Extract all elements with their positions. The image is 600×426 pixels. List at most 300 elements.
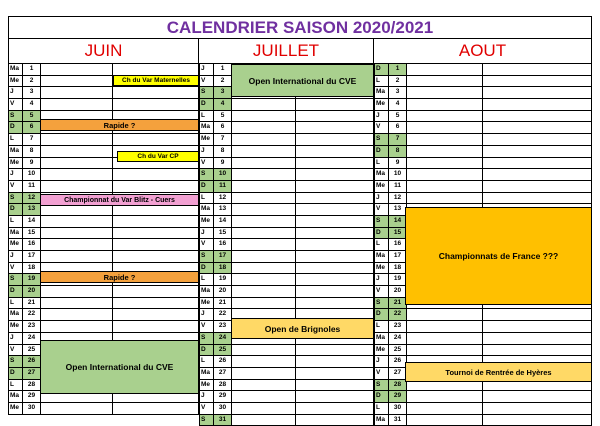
event-cell [407, 309, 483, 320]
event-cell [407, 99, 483, 110]
day-of-week: V [200, 403, 214, 414]
day-number: 20 [389, 286, 407, 297]
event-cell [41, 228, 113, 239]
day-row [374, 99, 592, 111]
day-number: 14 [23, 216, 41, 227]
day-number: 16 [23, 239, 41, 250]
july-day-list [199, 64, 374, 426]
event-cell [41, 298, 113, 309]
day-of-week: S [375, 134, 389, 145]
day-number: 15 [23, 228, 41, 239]
day-of-week: V [9, 181, 23, 192]
day-number: 23 [23, 321, 41, 332]
day-row [199, 380, 374, 392]
day-row [8, 298, 199, 310]
event-cell [483, 64, 591, 75]
day-of-week: J [375, 356, 389, 367]
day-number: 21 [389, 298, 407, 309]
day-number: 15 [214, 228, 232, 239]
event-cell [296, 228, 373, 239]
event-cell [483, 193, 591, 204]
event-cell [407, 87, 483, 98]
day-number: 27 [23, 368, 41, 379]
day-number: 3 [389, 87, 407, 98]
day-of-week: D [200, 99, 214, 110]
event-cell [41, 99, 113, 110]
day-number: 22 [23, 309, 41, 320]
event-cell [41, 134, 113, 145]
day-of-week: Me [9, 239, 23, 250]
day-of-week: L [375, 403, 389, 414]
day-number: 19 [389, 274, 407, 285]
day-number: 20 [23, 286, 41, 297]
event-cell [407, 333, 483, 344]
event-cell [296, 356, 373, 367]
event-cell [407, 146, 483, 157]
day-of-week: S [200, 251, 214, 262]
day-row [199, 228, 374, 240]
day-row [374, 64, 592, 76]
event-cell [113, 239, 198, 250]
day-of-week: Me [200, 298, 214, 309]
day-of-week: J [200, 146, 214, 157]
event-cell [232, 134, 296, 145]
day-number: 11 [389, 181, 407, 192]
day-of-week: D [9, 286, 23, 297]
day-number: 28 [214, 380, 232, 391]
month-header-august: AOUT [374, 39, 592, 64]
day-row [199, 204, 374, 216]
day-number: 23 [389, 321, 407, 332]
day-of-week: Ma [9, 309, 23, 320]
day-row [374, 158, 592, 170]
event-blitz-cuers: Championnat du Var Blitz - Cuers [40, 194, 199, 206]
day-number: 10 [23, 169, 41, 180]
day-number: 4 [23, 99, 41, 110]
day-of-week: L [200, 274, 214, 285]
event-cell [113, 87, 198, 98]
day-row [8, 99, 199, 111]
day-of-week: L [200, 193, 214, 204]
day-of-week: S [200, 169, 214, 180]
event-cell [232, 146, 296, 157]
day-number: 28 [23, 380, 41, 391]
event-cell [41, 169, 113, 180]
event-cell [296, 263, 373, 274]
day-of-week: L [9, 298, 23, 309]
day-of-week: S [375, 216, 389, 227]
day-number: 12 [23, 193, 41, 204]
day-number: 28 [389, 380, 407, 391]
event-cell [407, 134, 483, 145]
event-rapide-1: Rapide ? [40, 119, 199, 131]
day-of-week: V [9, 345, 23, 356]
day-of-week: S [375, 380, 389, 391]
day-of-week: S [9, 193, 23, 204]
day-of-week: D [9, 122, 23, 133]
event-cell [407, 76, 483, 87]
event-cell [41, 251, 113, 262]
day-of-week: Me [9, 76, 23, 87]
day-of-week: D [9, 204, 23, 215]
day-of-week: J [375, 274, 389, 285]
event-cell [296, 286, 373, 297]
day-of-week: J [200, 228, 214, 239]
event-cell [296, 99, 373, 110]
event-cell [407, 391, 483, 402]
day-of-week: S [200, 415, 214, 426]
event-cell [407, 64, 483, 75]
event-cell [41, 286, 113, 297]
day-row [199, 146, 374, 158]
day-row [8, 169, 199, 181]
day-row [199, 99, 374, 111]
event-cell [41, 181, 113, 192]
day-number: 13 [23, 204, 41, 215]
event-cell [41, 87, 113, 98]
day-of-week: V [200, 239, 214, 250]
day-row [374, 76, 592, 88]
day-number: 10 [389, 169, 407, 180]
day-of-week: J [9, 333, 23, 344]
day-of-week: L [9, 380, 23, 391]
day-of-week: D [200, 263, 214, 274]
day-number: 31 [389, 415, 407, 426]
day-number: 26 [214, 356, 232, 367]
event-cell [483, 87, 591, 98]
day-of-week: J [200, 64, 214, 75]
event-cell [41, 321, 113, 332]
day-number: 18 [214, 263, 232, 274]
day-row [199, 111, 374, 123]
event-cell [296, 169, 373, 180]
event-cell [296, 158, 373, 169]
day-number: 12 [214, 193, 232, 204]
day-number: 15 [389, 228, 407, 239]
event-cell [232, 368, 296, 379]
event-cell [232, 169, 296, 180]
event-cell [483, 403, 591, 414]
day-of-week: S [9, 274, 23, 285]
event-open-cve-july: Open International du CVE [231, 64, 374, 97]
day-of-week: Ma [375, 333, 389, 344]
event-cell [113, 99, 198, 110]
event-cell [41, 239, 113, 250]
event-cell [407, 321, 483, 332]
day-number: 25 [389, 345, 407, 356]
day-number: 27 [214, 368, 232, 379]
day-of-week: J [200, 391, 214, 402]
day-row [199, 239, 374, 251]
day-number: 4 [389, 99, 407, 110]
day-of-week: J [9, 251, 23, 262]
day-of-week: Ma [200, 368, 214, 379]
day-number: 11 [23, 181, 41, 192]
day-row [8, 64, 199, 76]
day-number: 22 [389, 309, 407, 320]
day-number: 3 [214, 87, 232, 98]
day-number: 14 [214, 216, 232, 227]
day-number: 24 [389, 333, 407, 344]
day-of-week: S [200, 333, 214, 344]
day-of-week: D [200, 181, 214, 192]
day-row [199, 298, 374, 310]
event-cell [407, 403, 483, 414]
day-number: 6 [214, 122, 232, 133]
day-row [199, 181, 374, 193]
day-number: 9 [214, 158, 232, 169]
event-cell [296, 251, 373, 262]
event-cell [483, 391, 591, 402]
day-of-week: D [375, 64, 389, 75]
day-number: 7 [389, 134, 407, 145]
day-row [199, 274, 374, 286]
day-number: 30 [23, 403, 41, 414]
event-cell [41, 146, 113, 157]
day-of-week: Me [9, 403, 23, 414]
day-of-week: Ma [9, 146, 23, 157]
event-cell [41, 216, 113, 227]
event-cell [113, 321, 198, 332]
day-of-week: L [375, 158, 389, 169]
day-row [199, 134, 374, 146]
day-row [199, 169, 374, 181]
day-number: 29 [214, 391, 232, 402]
event-cell [296, 391, 373, 402]
event-cell [407, 169, 483, 180]
day-number: 5 [389, 111, 407, 122]
event-var-maternelles: Ch du Var Maternelles [113, 75, 199, 86]
day-of-week: J [9, 87, 23, 98]
event-cell [483, 146, 591, 157]
day-of-week: V [375, 122, 389, 133]
day-row [199, 286, 374, 298]
day-row [374, 169, 592, 181]
day-number: 26 [23, 356, 41, 367]
event-cell [296, 274, 373, 285]
day-row [199, 356, 374, 368]
event-cell [232, 345, 296, 356]
day-of-week: S [9, 111, 23, 122]
event-cell [232, 356, 296, 367]
day-number: 29 [23, 391, 41, 402]
day-number: 30 [214, 403, 232, 414]
event-cell [407, 181, 483, 192]
day-of-week: V [200, 158, 214, 169]
day-of-week: J [375, 111, 389, 122]
event-cell [407, 345, 483, 356]
day-row [374, 111, 592, 123]
event-cell [232, 391, 296, 402]
month-header-june: JUIN [8, 39, 199, 64]
event-cell [41, 403, 113, 414]
event-cell [232, 181, 296, 192]
event-cell [232, 251, 296, 262]
event-cell [232, 380, 296, 391]
day-of-week: Ma [9, 228, 23, 239]
day-number: 20 [214, 286, 232, 297]
event-cell [407, 111, 483, 122]
day-of-week: V [9, 99, 23, 110]
event-cell [113, 286, 198, 297]
day-of-week: Ma [375, 251, 389, 262]
day-of-week: Ma [200, 286, 214, 297]
day-number: 22 [214, 309, 232, 320]
day-row [199, 415, 374, 426]
event-cell [483, 76, 591, 87]
day-row [8, 181, 199, 193]
day-row [374, 333, 592, 345]
day-of-week: J [9, 169, 23, 180]
day-of-week: Me [375, 181, 389, 192]
day-row [8, 239, 199, 251]
day-of-week: V [200, 76, 214, 87]
day-of-week: V [200, 321, 214, 332]
event-cell [232, 99, 296, 110]
day-of-week: D [200, 345, 214, 356]
event-cell [296, 403, 373, 414]
day-row [374, 345, 592, 357]
day-of-week: L [200, 111, 214, 122]
event-open-cve-june: Open International du CVE [40, 340, 199, 394]
day-row [199, 216, 374, 228]
day-row [199, 403, 374, 415]
day-number: 27 [389, 368, 407, 379]
day-row [199, 251, 374, 263]
event-cell [41, 309, 113, 320]
day-number: 11 [214, 181, 232, 192]
event-var-cp: Ch du Var CP [117, 151, 199, 162]
event-cell [232, 122, 296, 133]
event-cell [483, 158, 591, 169]
day-row [199, 122, 374, 134]
day-number: 26 [389, 356, 407, 367]
calendar-title: CALENDRIER SAISON 2020/2021 [8, 16, 592, 39]
day-of-week: Ma [9, 391, 23, 402]
day-number: 2 [23, 76, 41, 87]
event-cell [232, 286, 296, 297]
day-number: 24 [23, 333, 41, 344]
day-row [374, 321, 592, 333]
event-cell [407, 193, 483, 204]
day-of-week: L [375, 321, 389, 332]
day-row [8, 309, 199, 321]
event-rapide-2: Rapide ? [40, 271, 199, 283]
day-row [374, 181, 592, 193]
event-cell [483, 333, 591, 344]
day-row [199, 391, 374, 403]
event-cell [296, 111, 373, 122]
event-cell [113, 169, 198, 180]
event-cell [483, 345, 591, 356]
day-of-week: Me [200, 380, 214, 391]
day-number: 1 [23, 64, 41, 75]
day-number: 1 [214, 64, 232, 75]
day-number: 31 [214, 415, 232, 426]
day-of-week: V [375, 368, 389, 379]
day-number: 8 [214, 146, 232, 157]
event-cell [296, 204, 373, 215]
day-number: 7 [214, 134, 232, 145]
day-number: 7 [23, 134, 41, 145]
day-row [8, 321, 199, 333]
event-cell [483, 321, 591, 332]
day-row [374, 309, 592, 321]
day-number: 10 [214, 169, 232, 180]
day-of-week: Ma [375, 87, 389, 98]
day-row [374, 134, 592, 146]
day-of-week: V [375, 204, 389, 215]
event-cell [113, 228, 198, 239]
day-number: 18 [23, 263, 41, 274]
event-cell [113, 309, 198, 320]
day-row [8, 87, 199, 99]
event-cell [41, 76, 113, 87]
day-number: 3 [23, 87, 41, 98]
month-header-july: JUILLET [199, 39, 374, 64]
day-number: 6 [389, 122, 407, 133]
day-row [199, 263, 374, 275]
event-cell [41, 64, 113, 75]
event-open-brignoles: Open de Brignoles [231, 318, 374, 339]
event-cell [232, 193, 296, 204]
day-row [8, 251, 199, 263]
event-cell [232, 298, 296, 309]
day-number: 5 [23, 111, 41, 122]
event-cell [483, 122, 591, 133]
day-row [8, 134, 199, 146]
event-cell [232, 403, 296, 414]
day-number: 2 [214, 76, 232, 87]
day-number: 13 [214, 204, 232, 215]
day-number: 23 [214, 321, 232, 332]
event-cell [232, 263, 296, 274]
day-of-week: D [9, 368, 23, 379]
event-cell [113, 181, 198, 192]
day-number: 2 [389, 76, 407, 87]
day-number: 9 [23, 158, 41, 169]
day-row [374, 391, 592, 403]
day-number: 21 [214, 298, 232, 309]
day-row [8, 228, 199, 240]
event-cell [232, 111, 296, 122]
day-of-week: D [375, 146, 389, 157]
event-cell [483, 99, 591, 110]
day-of-week: D [375, 228, 389, 239]
day-of-week: D [375, 391, 389, 402]
event-cell [407, 122, 483, 133]
day-row [374, 122, 592, 134]
day-row [374, 146, 592, 158]
day-number: 6 [23, 122, 41, 133]
day-number: 17 [389, 251, 407, 262]
event-cell [296, 193, 373, 204]
day-of-week: J [375, 193, 389, 204]
day-of-week: Me [375, 263, 389, 274]
event-championnats-france: Championnats de France ??? [405, 207, 592, 305]
day-number: 8 [23, 146, 41, 157]
day-row [8, 403, 199, 415]
day-row [199, 158, 374, 170]
day-of-week: Me [200, 134, 214, 145]
day-row [374, 403, 592, 415]
day-number: 9 [389, 158, 407, 169]
day-number: 19 [214, 274, 232, 285]
day-number: 13 [389, 204, 407, 215]
event-cell [296, 216, 373, 227]
day-row [199, 193, 374, 205]
day-number: 16 [389, 239, 407, 250]
